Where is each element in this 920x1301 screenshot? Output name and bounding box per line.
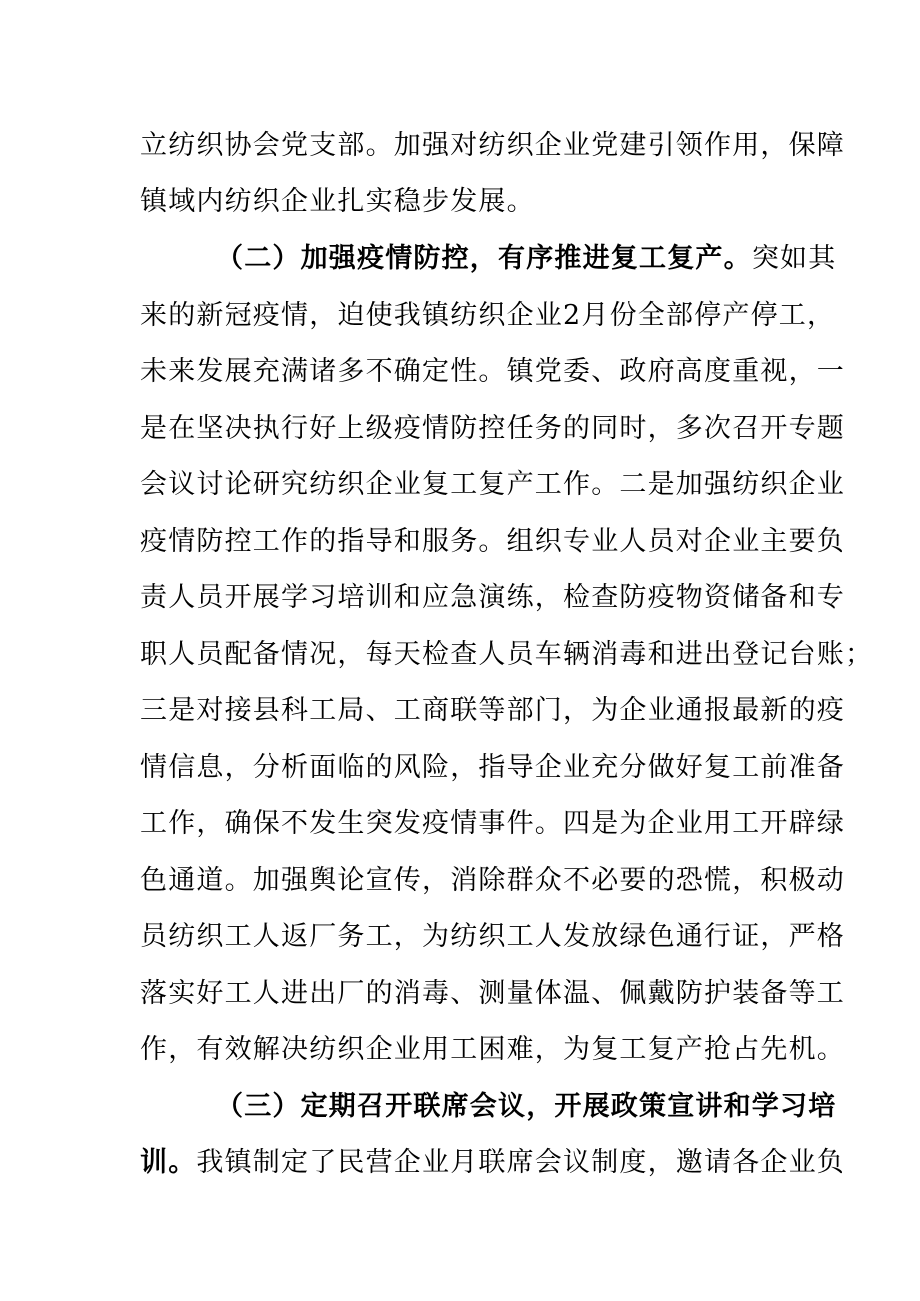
paragraph-line: 责人员开展学习培训和应急演练，检查防疫物资储备和专: [140, 582, 845, 613]
paragraph-line: 落实好工人进出厂的消毒、测量体温、佩戴防护装备等工: [140, 978, 845, 1009]
paragraph-line: 工作，确保不发生突发疫情事件。四是为企业用工开辟绿: [140, 808, 845, 839]
paragraph-line: 职人员配备情况，每天检查人员车辆消毒和进出登记台账；: [140, 639, 874, 670]
paragraph-line: 疫情防控工作的指导和服务。组织专业人员对企业主要负: [140, 526, 845, 557]
paragraph-line: 来的新冠疫情，迫使我镇纺织企业2月份全部停产停工，: [140, 300, 836, 331]
section-2-first-line: [216, 240, 837, 278]
paragraph-line: 三是对接县科工局、工商联等部门，为企业通报最新的疫: [140, 695, 845, 726]
section-2-heading: （二）加强疫情防控，有序推进复工复产。: [216, 243, 752, 274]
paragraph-line: 立纺织协会党支部。加强对纺织企业党建引领作用，保障: [140, 130, 845, 161]
paragraph-line: 情信息，分析面临的风险，指导企业充分做好复工前准备: [140, 752, 845, 783]
paragraph-line: 作，有效解决纺织企业用工困难，为复工复产抢占先机。: [140, 1034, 845, 1065]
paragraph-line: 会议讨论研究纺织企业复工复产工作。二是加强纺织企业: [140, 469, 845, 500]
section-3-continuation-line: [140, 1144, 846, 1182]
paragraph-line: 色通道。加强舆论宣传，消除群众不必要的恐慌，积极动: [140, 865, 845, 896]
section-2-lead-text: 突如其: [751, 243, 837, 274]
section-3-lead-text: 我镇制定了民营企业月联席会议制度，邀请各企业负: [196, 1147, 846, 1178]
section-3-heading-end: 训。: [140, 1147, 197, 1178]
paragraph-line: 未来发展充满诸多不确定性。镇党委、政府高度重视，一: [140, 356, 845, 387]
paragraph-line: 是在坚决执行好上级疫情防控任务的同时，多次召开专题: [140, 413, 845, 444]
paragraph-line: 镇域内纺织企业扎实稳步发展。: [140, 186, 535, 217]
section-3-heading: （三）定期召开联席会议，开展政策宣讲和学习培: [216, 1091, 837, 1122]
paragraph-line: 员纺织工人返厂务工，为纺织工人发放绿色通行证，严格: [140, 921, 845, 952]
